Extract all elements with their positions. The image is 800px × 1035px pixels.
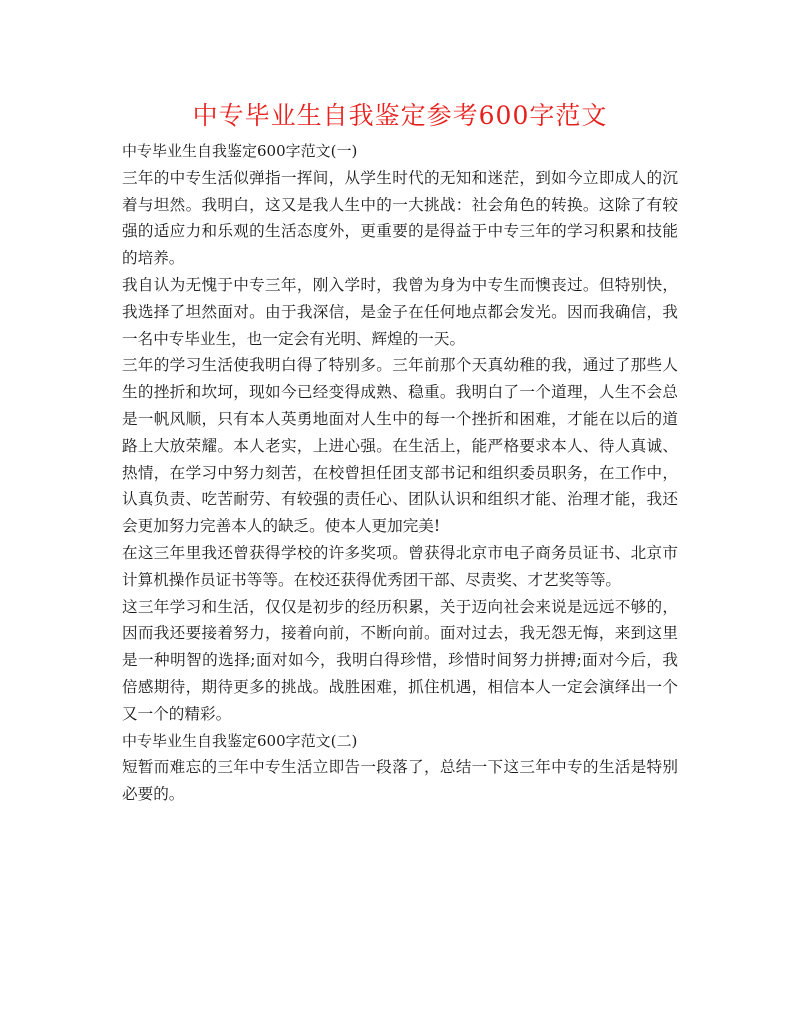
- paragraph: 三年的学习生活使我明白得了特别多。三年前那个天真幼稚的我，通过了那些人生的挫折和坎坷，现如今已经变得成熟、稳重。我明白了一个道理，人生不会总是一帆风顺，只有本人英勇地面对人生中的每一个挫折和困难，才能在以后的道路上大放荣耀。本人老实，上进心强。在生活上，能严格要求本人、待人真诚、热情，在学习中努力刻苦，在校曾担任团支部书记和组织委员职务，在工作中，认真负责、吃苦耐劳、有较强的责任心、团队认识和组织才能、治理才能，我还会更加努力完善本人的缺乏。使本人更加完美!: [122, 356, 678, 536]
- paragraph: 三年的中专生活似弹指一挥间，从学生时代的无知和迷茫，到如今立即成人的沉着与坦然。我明白，这又是我人生中的一大挑战：社会角色的转换。这除了有较强的适应力和乐观的生活态度外，更重要的是得益于中专三年的学习积累和技能的培养。: [122, 168, 678, 268]
- document-title: 中专毕业生自我鉴定参考600字范文: [192, 101, 608, 130]
- paragraph: 在这三年里我还曾获得学校的许多奖项。曾获得北京市电子商务员证书、北京市计算机操作员证书等等。在校还获得优秀团干部、尽责奖、才艺奖等等。: [122, 543, 678, 589]
- section-heading-1: 中专毕业生自我鉴定600字范文(一): [122, 142, 358, 160]
- paragraph: 我自认为无愧于中专三年，刚入学时，我曾为身为中专生而懊丧过。但特别快，我选择了坦然面对。由于我深信，是金子在任何地点都会发光。因而我确信，我一名中专毕业生，也一定会有光明、辉煌的一天。: [122, 275, 678, 348]
- section-heading-2: 中专毕业生自我鉴定600字范文(二): [122, 731, 358, 750]
- document-body: [122, 138, 678, 808]
- paragraph: 短暂而难忘的三年中专生活立即告一段落了，总结一下这三年中专的生活是特别必要的。: [122, 758, 678, 804]
- paragraph: 这三年学习和生活，仅仅是初步的经历积累，关于迈向社会来说是远远不够的，因而我还要接着努力，接着向前，不断向前。面对过去，我无怨无悔，来到这里是一种明智的选择;面对如今，我明白得珍惜，珍惜时间努力拼搏;面对今后，我倍感期待，期待更多的挑战。战胜困难，抓住机遇，相信本人一定会演绎出一个又一个的精彩。: [122, 597, 678, 723]
